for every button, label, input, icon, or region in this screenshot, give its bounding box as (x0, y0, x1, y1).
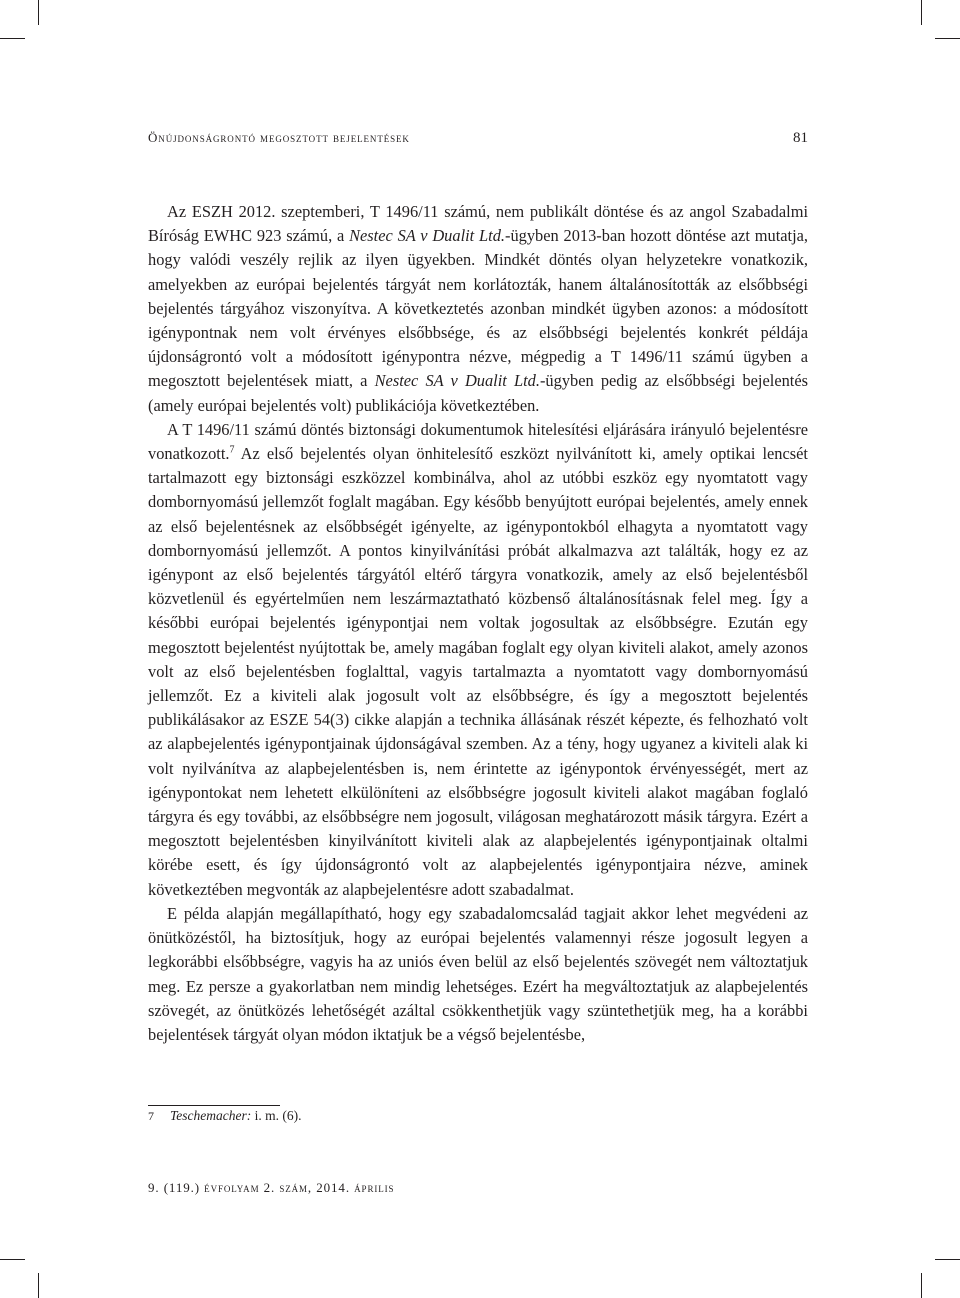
text-run: Az ESZH 2012. szeptemberi, T 1496/11 számú, nem publikált döntése és az angol Szabadalmi Bíróság EWHC 923 számú, a (148, 202, 808, 246)
footnote-number: 7 (148, 1109, 154, 1123)
crop-mark-top-right-v (921, 0, 922, 25)
text-run: A T 1496/11 számú döntés biztonsági dokumentumok hitelesítési eljárására irányuló bejelentésre vonatkozott. (148, 419, 808, 464)
footnote (148, 1107, 301, 1125)
footnote-author: Teschemacher: (170, 1108, 252, 1123)
page-number: 81 (793, 130, 808, 146)
running-title: Önújdonságrontó megosztott bejelentések (148, 130, 410, 145)
footnote-reference[interactable]: 7 (229, 444, 235, 456)
case-name: Nestec SA v Dualit Ltd. (374, 371, 540, 391)
paragraph (148, 418, 808, 902)
footnote-text: i. m. (6). (251, 1108, 302, 1123)
case-name: Nestec SA v Dualit Ltd. (349, 226, 505, 246)
crop-mark-bottom-right-v (921, 1273, 922, 1298)
crop-mark-top-left-v (38, 0, 39, 25)
page-header (148, 130, 808, 152)
crop-mark-top-left-h (0, 38, 25, 39)
crop-mark-bottom-left-h (0, 1259, 25, 1260)
footnote-rule (148, 1105, 280, 1106)
crop-mark-bottom-right-h (935, 1259, 960, 1260)
text-run: -ügyben pedig az elsőbbségi bejelentés (amely európai bejelentés volt) publikációja következtében. (148, 371, 808, 415)
paragraph (148, 200, 808, 418)
page-footer: 9. (119.) évfolyam 2. szám, 2014. április (148, 1180, 395, 1195)
text-run: Az első bejelentés olyan önhitelesítő eszközt nyilvánított ki, amely optikai lencsét tartalmazott egy biztonsági eszközzel kombinálva, ahol az utóbbi eszköz egy nyomtatott vagy dombornyomású jellemzőt foglalt magában. Egy később benyújtott európai bejelentés, amely ennek az első bejelentésnek az elsőbbségét igényelte, az igénypontokból elhagyta a nyomtatott vagy dombornyomású jellemzőt. A pontos kinyilvánítási próbát alkalmazva azt találták, hogy ez az igénypont az első bejelentés tárgyától eltérő tárgyra vonatkozik, amely az első bejelentésből közvetlenül és egyértelműen nem leszármaztatható közbenső általánosításnak felel meg. Így a későbbi európai bejelentés igénypontjai nem voltak jogosultak az elsőbbségre. Ezután egy megosztott bejelentést nyújtottak be, amely magában foglalt egy olyan kiviteli alakot, amely azonos volt az első bejelentésben foglalttal, vagyis tartalmazta a nyomtatott vagy dombornyomású jellemzőt. Ez a kiviteli alak jogosult volt az elsőbbségre, és így a megosztott bejelentés publikálásakor az ESZE 54(3) cikke alapján a technika állásának részét képezte, és felhozható volt az alapbejelentés igénypontjainak újdonságával szemben. Az a tény, hogy ugyanez a kiviteli alak ki volt nyilvánítva az alapbejelentésben is, nem érintette az igénypontok érvényességét, mert az igénypontokat nem lehetett elkülöníteni az elsőbbségre jogosult kiviteli alakot magában foglaló tárgyra és egy további, az elsőbbségre nem jogosult, világosan meghatározott másik tárgyra. Ezért a megosztott bejelentésben kinyilvánított kiviteli alak az alapbejelentés igénypontjainak oltalmi körébe esett, és így újdonságrontó volt az alapbejelentés igénypontjaira nézve, aminek következtében megvonták az alapbejelentésre adott szabadalmat. (148, 444, 808, 899)
paragraph (148, 902, 808, 1047)
body-text (148, 200, 808, 1047)
crop-mark-bottom-left-v (38, 1273, 39, 1298)
crop-mark-top-right-h (935, 38, 960, 39)
text-run: -ügyben 2013-ban hozott döntése azt mutatja, hogy valódi veszély rejlik az ilyen ügyekben. Mindkét döntés olyan helyzetekre vonatkozik, amelyekben az európai bejelentés tárgyát nem korlátozták, hanem általánosították az elsőbbségi bejelentés tárgyához viszonyítva. A következtetés azonban mindkét ügyben azonos: a módosított igénypontnak nem volt érvényes elsőbbsége, és az elsőbbségi bejelentés konkrét példája újdonságrontó volt a módosított igénypontra nézve, mégpedig a T 1496/11 számú ügyben a megosztott bejelentések miatt, a (148, 226, 809, 391)
text-run: E példa alapján megállapítható, hogy egy szabadalomcsalád tagjait akkor lehet megvédeni az önütközéstől, ha biztosítjuk, hogy az európai bejelentés valamennyi része jogosult legyen a legkorábbi elsőbbségre, vagyis ha az uniós éven belül az első bejelentés szövegét nem változtatjuk meg. Ez persze a gyakorlatban nem mindig lehetséges. Ezért ha megváltoztatjuk az alapbejelentés szövegét, az önütközés lehetőségét azáltal csökkenthetjük vagy szüntethetjük meg, ha a korábbi bejelentések tárgyát olyan módon iktatjuk be a végső bejelentésbe, (148, 903, 808, 1044)
